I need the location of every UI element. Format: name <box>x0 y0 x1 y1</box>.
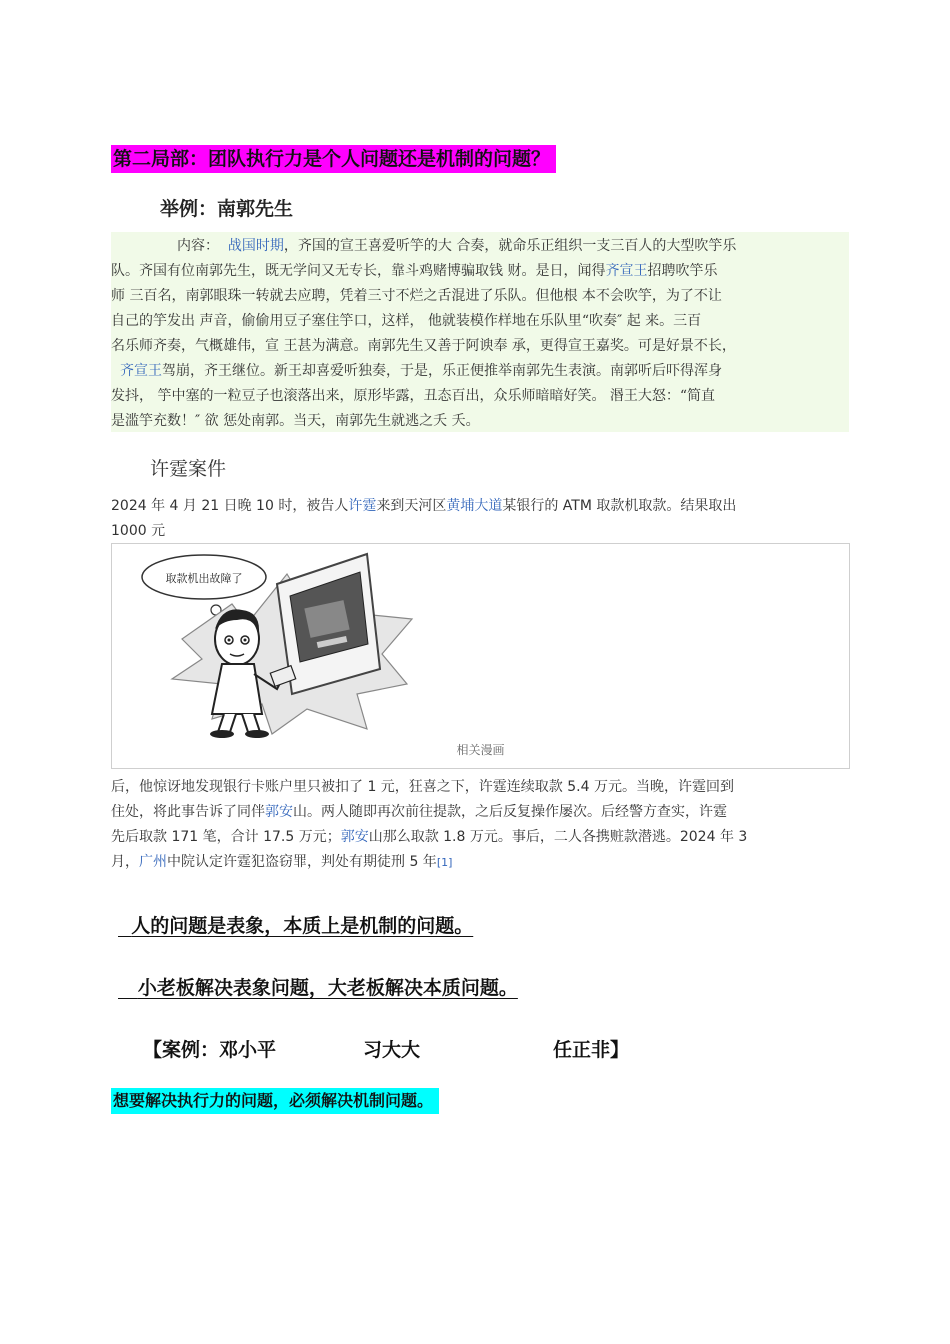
case-text: 2024 年 4 月 21 日晚 10 时，被告人 <box>111 498 349 514</box>
case-line-6 <box>111 849 452 875</box>
link-qi-xuan-wang[interactable]: 齐宣王 <box>605 263 648 279</box>
reference-link[interactable]: [1] <box>436 856 453 869</box>
story-label: 内容： <box>177 238 219 254</box>
case-heading: 许霆案件 <box>150 458 227 480</box>
section-heading: 第二局部：团队执行力是个人问题还是机制的问题？ <box>111 145 556 173</box>
case-text: 住处，将此事告诉了同伴 <box>111 804 265 820</box>
comic-figure <box>111 543 850 769</box>
case-text: 山。两人随即再次前往提款，之后反复操作屡次。后经警方查实，许霆 <box>293 804 727 820</box>
case-line-4 <box>111 799 727 825</box>
case-deng: 【案例：邓小平 <box>143 1039 277 1061</box>
story-line-3: 师 三百名，南郭眼珠一转就去应聘，凭着三寸不烂之舌混进了乐队。但他根 本不会吹竽，为了不让 <box>111 288 722 304</box>
case-text: 月， <box>111 854 139 870</box>
link-guangzhou[interactable]: 广州 <box>139 854 167 870</box>
example-heading: 举例：南郭先生 <box>160 198 294 220</box>
story-box <box>111 232 849 432</box>
statement-1-text: 人的问题是表象，本质上是机制的问题。 <box>131 915 474 937</box>
story-text: 招聘吹竽乐 <box>647 263 718 279</box>
story-line-8: 是滥竽充数！″ 欲 惩处南郭。当天，南郭先生就逃之夭 夭。 <box>111 413 480 429</box>
story-line-7: 发抖， 竽中塞的一粒豆子也滚落出来，原形毕露，丑态百出，众乐师暗暗好笑。 湣王大怒：“简直 <box>111 388 716 404</box>
story-line-1 <box>177 233 736 259</box>
bubble-text: 取款机出故障了 <box>165 572 243 585</box>
figure-caption: 相关漫画 <box>456 743 505 757</box>
conclusion: 想要解决执行力的问题，必须解决机制问题。 <box>111 1088 439 1114</box>
story-line-4: 自己的竽发出 声音，偷偷用豆子塞住竽口，这样， 他就装模作样地在乐队里“吹奏″ 起 来。三百 <box>111 313 702 329</box>
story-text: ，齐国的宣王喜爱听竽的大 合奏，就命乐正组织一支三百人的大型吹竽乐 <box>283 238 737 254</box>
case-line-2: 1000 元 <box>111 523 166 539</box>
statement-1 <box>118 912 473 940</box>
case-ren: 任正非】 <box>553 1039 630 1061</box>
comic-illustration <box>112 544 849 739</box>
case-text: 来到天河区 <box>376 498 447 514</box>
link-qi-xuan-wang[interactable]: 齐宣王 <box>120 363 162 379</box>
story-line-6 <box>120 358 722 384</box>
case-line-3: 后，他惊讶地发现银行卡账户里只被扣了 1 元，狂喜之下，许霆连续取款 5.4 万元。当晚，许霆回到 <box>111 779 734 795</box>
statement-2 <box>118 974 518 1002</box>
case-line-1 <box>111 493 736 519</box>
case-text: 先后取款 171 笔，合计 17.5 万元； <box>111 829 341 845</box>
link-xu-ting[interactable]: 许霆 <box>348 498 377 514</box>
link-guo-an[interactable]: 郭安 <box>340 829 369 845</box>
case-xi: 习大大 <box>363 1039 421 1061</box>
link-warring-states[interactable]: 战国时期 <box>227 238 284 254</box>
story-line-5: 名乐师齐奏，气概雄伟，宣 王甚为满意。南郭先生又善于阿谀奉 承，更得宣王嘉奖。可是好景不长， <box>111 338 736 354</box>
link-guo-an[interactable]: 郭安 <box>265 804 293 820</box>
story-line-2 <box>111 258 717 284</box>
case-text: 某银行的 ATM 取款机取款。结果取出 <box>502 498 737 514</box>
case-line-5 <box>111 824 747 850</box>
case-text: 山那么取款 1.8 万元。事后，二人各携赃款潜逃。2024 年 3 <box>368 829 748 845</box>
case-text: 中院认定许霆犯盗窃罪，判处有期徒刑 5 年 <box>167 854 437 870</box>
story-text: 驾崩，齐王继位。新王却喜爱听独奏，于是，乐正便推举南郭先生表演。南郭听后吓得浑身 <box>162 363 722 379</box>
statement-2-text: 小老板解决表象问题，大老板解决本质问题。 <box>137 977 518 999</box>
story-text: 队。齐国有位南郭先生，既无学问又无专长，靠斗鸡赌博骗取钱 财。是日，闻得 <box>111 263 606 279</box>
link-huangpu-avenue[interactable]: 黄埔大道 <box>446 498 503 514</box>
